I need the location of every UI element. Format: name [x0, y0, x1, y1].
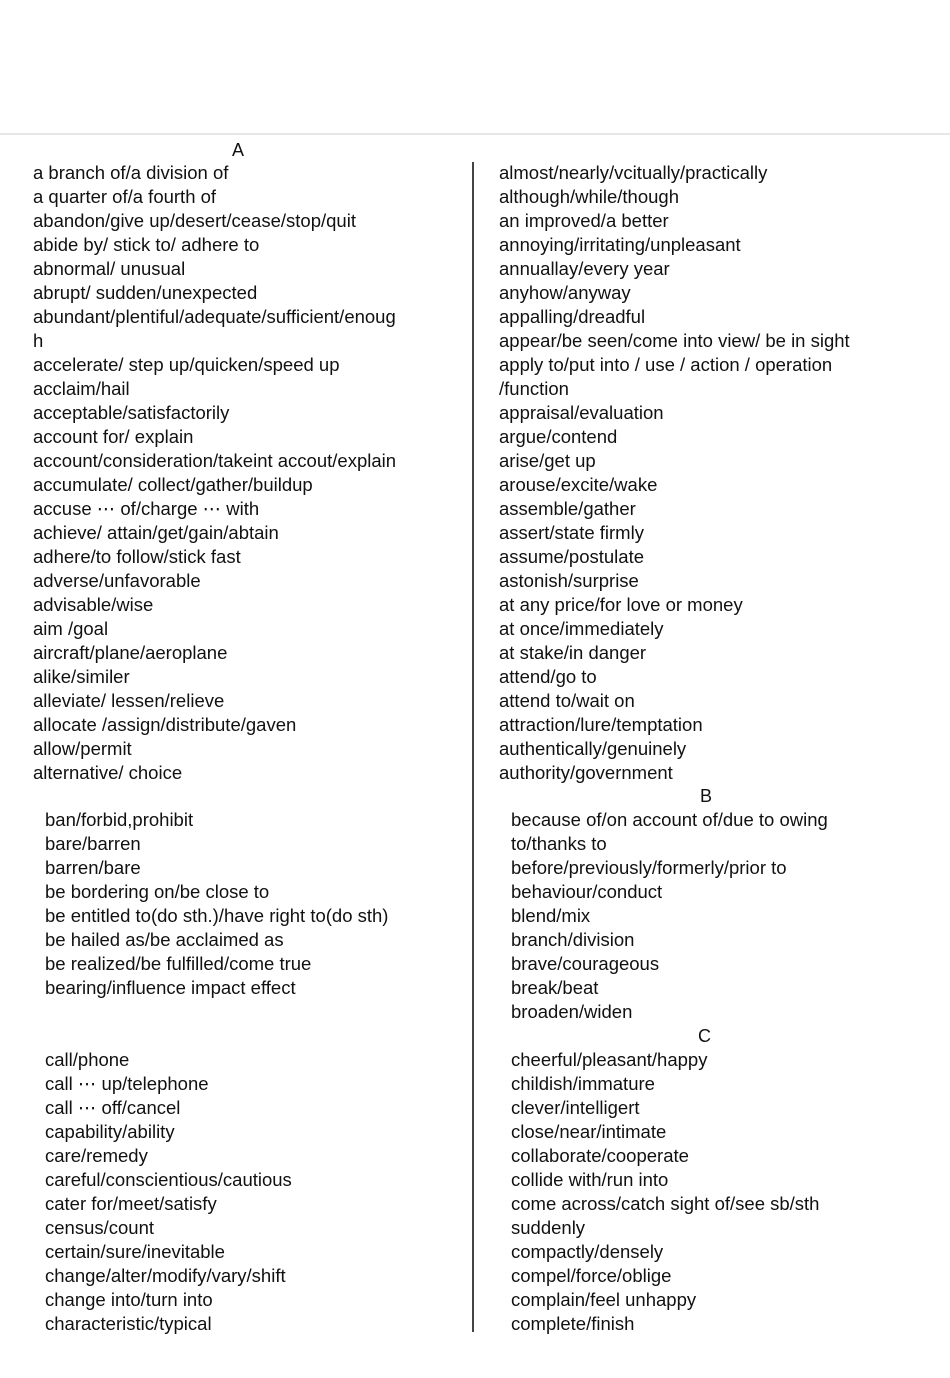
term-entry: care/remedy	[45, 1145, 148, 1166]
term-entry: to/thanks to	[511, 833, 607, 854]
term-entry: be realized/be fulfilled/come true	[45, 953, 312, 974]
term-entry: attend to/wait on	[499, 690, 635, 711]
term-entry: account for/ explain	[33, 426, 194, 447]
term-entry: careful/conscientious/cautious	[45, 1169, 292, 1190]
section-c-left-list	[45, 1048, 292, 1336]
term-entry: at any price/for love or money	[499, 594, 743, 615]
term-entry: childish/immature	[511, 1073, 655, 1094]
term-entry: appalling/dreadful	[499, 306, 646, 327]
term-entry: call ⋯ up/telephone	[45, 1073, 209, 1094]
term-entry: branch/division	[511, 929, 635, 950]
term-entry: achieve/ attain/get/gain/abtain	[33, 522, 279, 543]
term-entry: abundant/plentiful/adequate/sufficient/enoug	[33, 306, 396, 327]
term-entry: call/phone	[45, 1049, 130, 1070]
term-entry: authority/government	[499, 762, 673, 783]
term-entry: ban/forbid,prohibit	[45, 809, 194, 830]
term-entry: close/near/intimate	[511, 1121, 667, 1142]
term-entry: advisable/wise	[33, 594, 154, 615]
term-entry: alike/similer	[33, 666, 130, 687]
term-entry: complain/feel unhappy	[511, 1289, 697, 1310]
term-entry: acclaim/hail	[33, 378, 130, 399]
term-entry: compactly/densely	[511, 1241, 664, 1262]
term-entry: appear/be seen/come into view/ be in sight	[499, 330, 850, 351]
term-entry: capability/ability	[45, 1121, 175, 1142]
term-entry: at stake/in danger	[499, 642, 647, 663]
term-entry: attraction/lure/temptation	[499, 714, 703, 735]
term-entry: assert/state firmly	[499, 522, 644, 543]
term-entry: arise/get up	[499, 450, 596, 471]
term-entry: certain/sure/inevitable	[45, 1241, 225, 1262]
term-entry: bare/barren	[45, 833, 141, 854]
term-entry: abandon/give up/desert/cease/stop/quit	[33, 210, 356, 231]
term-entry: assume/postulate	[499, 546, 645, 567]
section-heading-c: C	[698, 1026, 711, 1046]
section-a-right-list	[499, 161, 909, 785]
term-entry: /function	[499, 378, 569, 399]
term-entry: census/count	[45, 1217, 155, 1238]
term-entry: cheerful/pleasant/happy	[511, 1049, 708, 1070]
term-entry: at once/immediately	[499, 618, 664, 639]
term-entry: brave/courageous	[511, 953, 660, 974]
term-entry: characteristic/typical	[45, 1313, 212, 1334]
column-divider	[472, 162, 474, 1332]
term-entry: adhere/to follow/stick fast	[33, 546, 241, 567]
term-entry: aim /goal	[33, 618, 109, 639]
term-entry: authentically/genuinely	[499, 738, 687, 759]
term-entry: appraisal/evaluation	[499, 402, 664, 423]
term-entry: be hailed as/be acclaimed as	[45, 929, 284, 950]
term-entry: abnormal/ unusual	[33, 258, 186, 279]
term-entry: before/previously/formerly/prior to	[511, 857, 787, 878]
term-entry: acceptable/satisfactorily	[33, 402, 230, 423]
term-entry: annuallay/every year	[499, 258, 670, 279]
term-entry: broaden/widen	[511, 1001, 633, 1022]
section-heading-a: A	[232, 140, 245, 160]
term-entry: annoying/irritating/unpleasant	[499, 234, 741, 255]
section-b-right-list	[511, 808, 828, 1024]
term-entry: although/while/though	[499, 186, 680, 207]
term-entry: collaborate/cooperate	[511, 1145, 689, 1166]
term-entry: a quarter of/a fourth of	[33, 186, 217, 207]
term-entry: compel/force/oblige	[511, 1265, 672, 1286]
term-entry: come across/catch sight of/see sb/sth	[511, 1193, 820, 1214]
term-entry: bearing/influence impact effect	[45, 977, 296, 998]
term-entry: complete/finish	[511, 1313, 635, 1334]
term-entry: cater for/meet/satisfy	[45, 1193, 217, 1214]
section-b-left-list	[45, 808, 388, 1000]
term-entry: be entitled to(do sth.)/have right to(do sth)	[45, 905, 389, 926]
term-entry: accelerate/ step up/quicken/speed up	[33, 354, 340, 375]
term-entry: because of/on account of/due to owing	[511, 809, 828, 830]
section-c-right-list	[511, 1048, 819, 1336]
term-entry: barren/bare	[45, 857, 141, 878]
term-entry: clever/intelligert	[511, 1097, 640, 1118]
term-entry: h	[33, 330, 44, 351]
term-entry: accumulate/ collect/gather/buildup	[33, 474, 313, 495]
term-entry: collide with/run into	[511, 1169, 669, 1190]
term-entry: argue/contend	[499, 426, 618, 447]
term-entry: anyhow/anyway	[499, 282, 631, 303]
section-a-left-list	[33, 161, 396, 785]
term-entry: aircraft/plane/aeroplane	[33, 642, 228, 663]
term-entry: alternative/ choice	[33, 762, 183, 783]
term-entry: alleviate/ lessen/relieve	[33, 690, 225, 711]
term-entry: abide by/ stick to/ adhere to	[33, 234, 260, 255]
term-entry: accuse ⋯ of/charge ⋯ with	[33, 498, 260, 519]
term-entry: account/consideration/takeint accout/explain	[33, 450, 397, 471]
term-entry: break/beat	[511, 977, 599, 998]
term-entry: suddenly	[511, 1217, 586, 1238]
term-entry: abrupt/ sudden/unexpected	[33, 282, 258, 303]
term-entry: apply to/put into / use / action / operation	[499, 354, 833, 375]
header-divider	[0, 133, 950, 135]
section-heading-b: B	[700, 786, 713, 806]
term-entry: adverse/unfavorable	[33, 570, 201, 591]
term-entry: change into/turn into	[45, 1289, 213, 1310]
term-entry: blend/mix	[511, 905, 591, 926]
term-entry: a branch of/a division of	[33, 162, 229, 183]
term-entry: almost/nearly/vcitually/practically	[499, 162, 768, 183]
term-entry: change/alter/modify/vary/shift	[45, 1265, 286, 1286]
term-entry: allocate /assign/distribute/gaven	[33, 714, 297, 735]
term-entry: attend/go to	[499, 666, 597, 687]
term-entry: an improved/a better	[499, 210, 669, 231]
term-entry: arouse/excite/wake	[499, 474, 658, 495]
term-entry: assemble/gather	[499, 498, 636, 519]
term-entry: astonish/surprise	[499, 570, 639, 591]
term-entry: allow/permit	[33, 738, 132, 759]
term-entry: be bordering on/be close to	[45, 881, 270, 902]
term-entry: behaviour/conduct	[511, 881, 663, 902]
term-entry: call ⋯ off/cancel	[45, 1097, 181, 1118]
